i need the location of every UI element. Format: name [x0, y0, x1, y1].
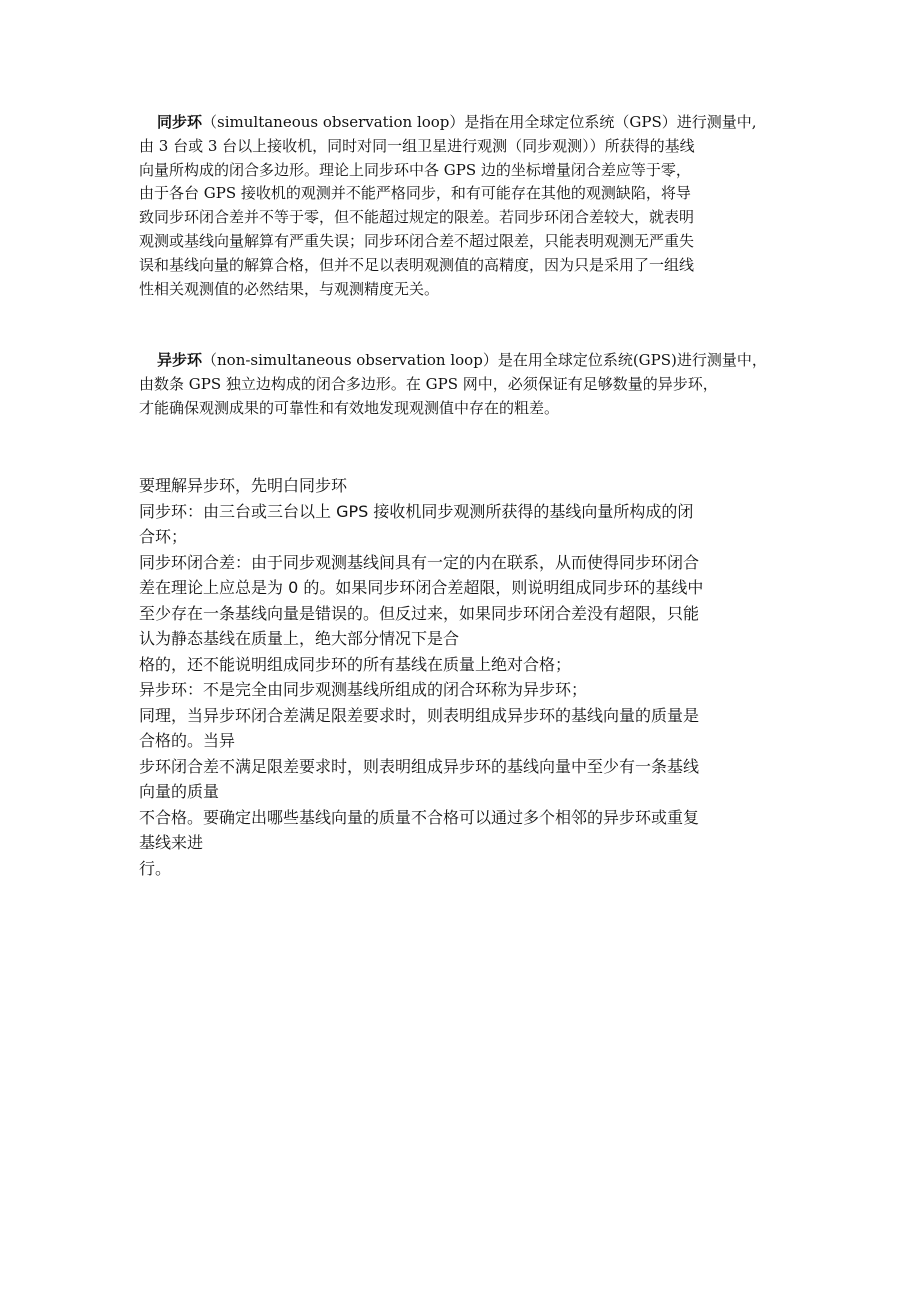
notes-section	[139, 473, 784, 881]
notes-line: 不合格。要确定出哪些基线向量的质量不合格可以通过多个相邻的异步环或重复	[139, 807, 700, 827]
notes-line: 异步环：不是完全由同步观测基线所组成的闭合环称为异步环；	[139, 680, 588, 699]
notes-line: 基线来进	[139, 833, 204, 852]
paragraph-line: 观测或基线向量解算有严重失误；同步环闭合差不超过限差，只能表明观测无严重失	[139, 231, 695, 250]
paragraph-line: 致同步环闭合差并不等于零，但不能超过规定的限差。若同步环闭合差较大，就表明	[139, 208, 695, 227]
paragraph-line	[139, 111, 784, 135]
paragraph-line: 由数条 GPS 独立边构成的闭合多边形。在 GPS 网中，必须保证有足够数量的异步环，	[139, 374, 718, 393]
paragraph-text: （simultaneous observation loop）是指在用全球定位系统（GPS）进行测量中,	[202, 113, 757, 131]
paragraph-line	[139, 349, 784, 373]
notes-line: 至少存在一条基线向量是错误的。但反过来，如果同步环闭合差没有超限，只能	[139, 603, 700, 623]
notes-line: 合环；	[139, 527, 188, 546]
paragraph-line: 由于各台 GPS 接收机的观测并不能严格同步，和有可能存在其他的观测缺陷，将导	[139, 184, 691, 203]
term-async-loop: 异步环	[157, 351, 203, 369]
term-sync-loop: 同步环	[157, 113, 203, 131]
paragraph-line: 由 3 台或 3 台以上接收机，同时对同一组卫星进行观测（同步观测））所获得的基线	[139, 136, 695, 155]
notes-line: 步环闭合差不满足限差要求时，则表明组成异步环的基线向量中至少有一条基线	[139, 756, 700, 776]
sync-loop-paragraph	[139, 111, 784, 301]
paragraph-line: 误和基线向量的解算合格，但并不足以表明观测值的高精度，因为只是采用了一组线	[139, 255, 695, 274]
notes-line: 同步环：由三台或三台以上 GPS 接收机同步观测所获得的基线向量所构成的闭	[139, 501, 694, 521]
notes-line: 差在理论上应总是为 0 的。如果同步环闭合差超限，则说明组成同步环的基线中	[139, 578, 704, 597]
async-loop-paragraph	[139, 349, 784, 420]
notes-line: 同理，当异步环闭合差满足限差要求时，则表明组成异步环的基线向量的质量是	[139, 705, 700, 725]
notes-line: 合格的。当异	[139, 731, 236, 750]
notes-line: 要理解异步环，先明白同步环	[139, 476, 348, 495]
notes-line: 认为静态基线在质量上，绝大部分情况下是合	[139, 629, 460, 648]
paragraph-line: 性相关观测值的必然结果，与观测精度无关。	[139, 279, 440, 298]
notes-line: 同步环闭合差：由于同步观测基线间具有一定的内在联系，从而使得同步环闭合	[139, 552, 700, 572]
notes-line: 行。	[139, 858, 172, 878]
paragraph-line: 向量所构成的闭合多边形。理论上同步环中各 GPS 边的坐标增量闭合差应等于零，	[139, 160, 691, 179]
paragraph-line: 才能确保观测成果的可靠性和有效地发现观测值中存在的粗差。	[139, 398, 560, 417]
notes-line: 格的，还不能说明组成同步环的所有基线在质量上绝对合格；	[139, 654, 572, 674]
notes-line: 向量的质量	[139, 782, 220, 801]
paragraph-text: （non-simultaneous observation loop）是在用全球定位系统(GPS)进行测量中，	[202, 351, 767, 369]
